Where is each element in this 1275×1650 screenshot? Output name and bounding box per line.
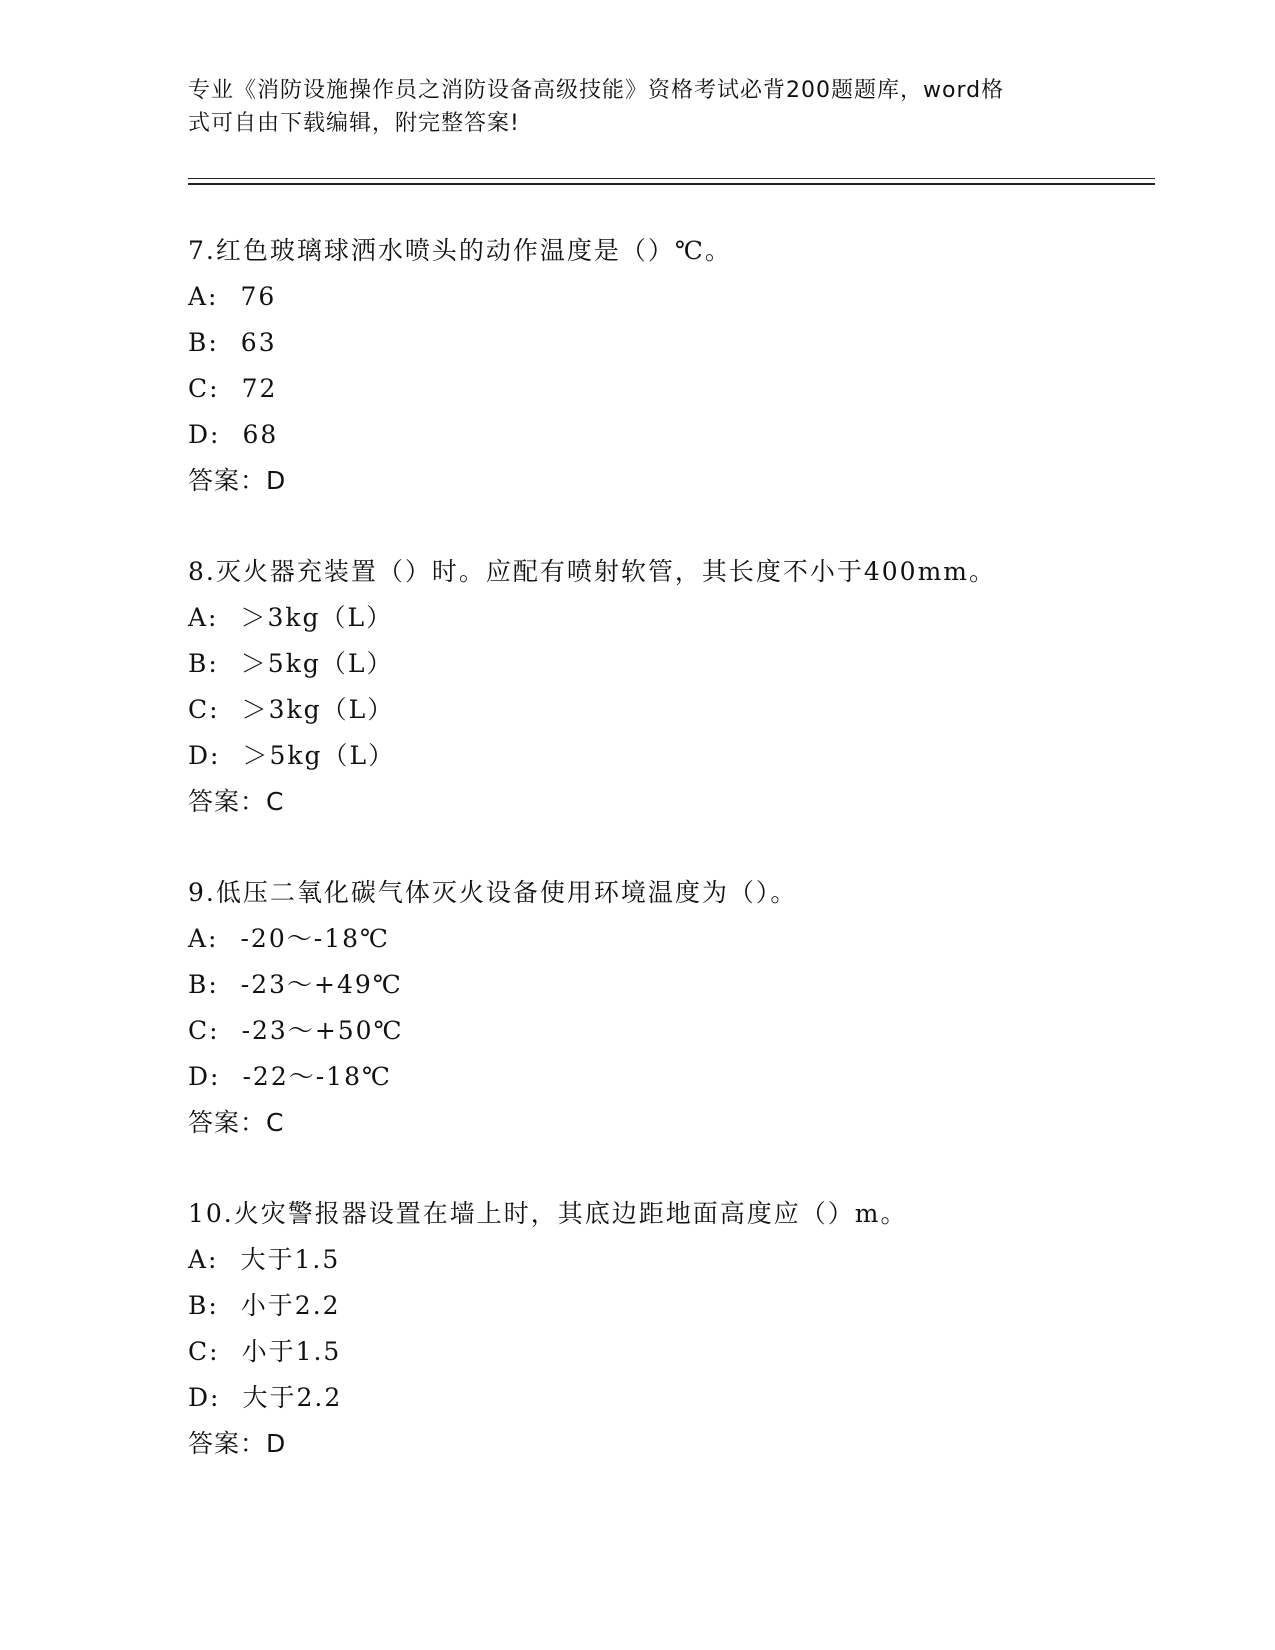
option-d	[188, 1375, 1148, 1421]
header-line-1: 专业《消防设施操作员之消防设备高级技能》资格考试必背200题题库，word格	[188, 78, 1005, 103]
option-d	[188, 1054, 1148, 1100]
option-value: -22～-18℃	[242, 1062, 392, 1091]
option-key: A:	[188, 603, 219, 632]
option-d	[188, 412, 1148, 458]
question-8	[188, 549, 1148, 825]
option-value: 72	[241, 374, 278, 403]
option-value: ＞3kg（L）	[241, 695, 395, 724]
option-value: 68	[242, 420, 279, 449]
option-key: A:	[188, 924, 219, 953]
option-value: 大于1.5	[240, 1245, 341, 1274]
option-b	[188, 962, 1148, 1008]
option-key: B:	[188, 328, 219, 357]
option-b	[188, 1283, 1148, 1329]
option-key: C:	[188, 1016, 220, 1045]
answer-label: 答案：D	[188, 466, 287, 495]
header-divider-top	[188, 178, 1155, 179]
header-line-2: 式可自由下载编辑，附完整答案!	[188, 111, 520, 136]
option-value: -20～-18℃	[240, 924, 390, 953]
option-c	[188, 1008, 1148, 1054]
option-key: A:	[188, 282, 219, 311]
option-key: B:	[188, 970, 219, 999]
option-value: -23～+49℃	[240, 970, 403, 999]
option-value: 小于2.2	[240, 1291, 341, 1320]
option-key: C:	[188, 695, 220, 724]
option-key: D:	[188, 420, 221, 449]
option-value: ＞5kg（L）	[240, 649, 394, 678]
option-key: B:	[188, 1291, 219, 1320]
answer-label: 答案：D	[188, 1429, 287, 1458]
option-value: 63	[240, 328, 277, 357]
option-key: C:	[188, 374, 220, 403]
question-10	[188, 1191, 1148, 1467]
option-value: 大于2.2	[242, 1383, 343, 1412]
option-a	[188, 1237, 1148, 1283]
option-value: ＞3kg（L）	[240, 603, 394, 632]
option-a	[188, 916, 1148, 962]
option-key: D:	[188, 1062, 221, 1091]
document-header	[188, 74, 1068, 140]
option-c	[188, 687, 1148, 733]
question-text: 7.红色玻璃球洒水喷头的动作温度是（）℃。	[188, 236, 732, 265]
option-b	[188, 320, 1148, 366]
question-text: 8.灭火器充装置（）时。应配有喷射软管，其长度不小于400mm。	[188, 557, 996, 586]
option-a	[188, 274, 1148, 320]
question-text: 9.低压二氧化碳气体灭火设备使用环境温度为（）。	[188, 878, 798, 907]
question-7	[188, 228, 1148, 504]
answer-label: 答案：C	[188, 1108, 285, 1137]
answer-label: 答案：C	[188, 787, 285, 816]
option-key: C:	[188, 1337, 220, 1366]
option-key: D:	[188, 741, 221, 770]
option-c	[188, 366, 1148, 412]
option-value: ＞5kg（L）	[242, 741, 396, 770]
option-c	[188, 1329, 1148, 1375]
option-value: 76	[240, 282, 277, 311]
question-text: 10.火灾警报器设置在墙上时，其底边距地面高度应（）m。	[188, 1199, 908, 1228]
option-key: B:	[188, 649, 219, 678]
option-a	[188, 595, 1148, 641]
question-9	[188, 870, 1148, 1146]
option-b	[188, 641, 1148, 687]
option-value: 小于1.5	[241, 1337, 342, 1366]
option-key: A:	[188, 1245, 219, 1274]
option-d	[188, 733, 1148, 779]
header-divider-bottom	[188, 183, 1155, 185]
option-key: D:	[188, 1383, 221, 1412]
option-value: -23～+50℃	[241, 1016, 404, 1045]
